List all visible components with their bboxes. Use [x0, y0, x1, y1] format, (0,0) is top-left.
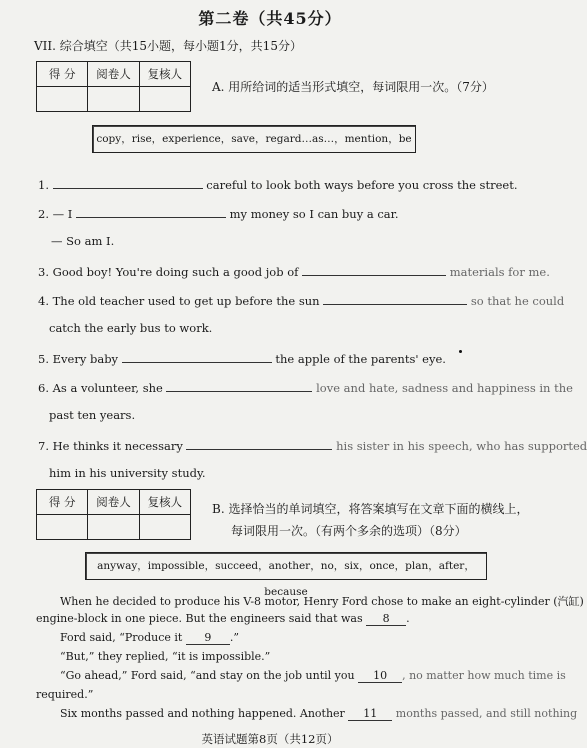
passage-line-4: “But,” they replied, “it is impossible.”: [60, 650, 271, 663]
page-footer: 英语试题第8页（共12页）: [201, 732, 339, 746]
passage-text: engine-block in one piece. But the engineers said that was: [36, 612, 363, 625]
passage-line-2: [36, 612, 410, 626]
passage-text: Ford said, “Produce it: [60, 631, 183, 644]
question-text: 6. As a volunteer, she: [38, 381, 163, 395]
question-text: the apple of the parents' eye.: [275, 352, 446, 366]
score-col-score: 得 分: [37, 62, 88, 87]
answer-blank-3[interactable]: [302, 263, 446, 276]
score-col-score: 得 分: [37, 490, 88, 515]
question-1: [38, 176, 517, 192]
question-text: materials for me.: [449, 265, 550, 279]
grader-cell[interactable]: [88, 515, 139, 540]
score-col-reviewer: 复核人: [139, 490, 190, 515]
answer-blank-6[interactable]: [166, 379, 312, 392]
part-a-word-bank: copy，rise，experience，save，regard…as…，mention，be: [92, 125, 416, 153]
score-cell[interactable]: [37, 87, 88, 112]
question-7-cont: him in his university study.: [49, 466, 206, 480]
ink-dot: [459, 350, 462, 353]
answer-blank-5[interactable]: [122, 350, 272, 363]
question-text: so that he could: [470, 294, 565, 308]
passage-line-5: [60, 669, 566, 683]
answer-blank-7[interactable]: [186, 437, 332, 450]
question-text: my money so I can buy a car.: [229, 207, 399, 221]
answer-blank-9[interactable]: 9: [186, 631, 230, 645]
passage-line-1: When he decided to produce his V-8 motor, Henry Ford chose to make an eight-cylinder (汽缸): [60, 595, 584, 608]
question-5: [38, 350, 446, 366]
section-title: VII. 综合填空（共15小题，每小题1分，共15分）: [34, 39, 302, 53]
answer-blank-8[interactable]: 8: [366, 612, 406, 626]
part-b-word-bank: anyway，impossible，succeed，another，no，six，once，plan，after，because: [85, 552, 487, 580]
score-cell[interactable]: [37, 515, 88, 540]
passage-line-6: required.”: [36, 688, 94, 701]
question-3: [38, 263, 550, 279]
passage-line-7: [60, 707, 577, 721]
question-2-reply: — So am I.: [51, 234, 115, 248]
passage-text: “Go ahead,” Ford said, “and stay on the job until you: [60, 669, 355, 682]
passage-line-3: [60, 631, 239, 645]
passage-text: Six months passed and nothing happened. Another: [60, 707, 345, 720]
grader-cell[interactable]: [88, 87, 139, 112]
question-text: his sister in his speech, who has supported: [336, 439, 587, 453]
question-number: 1.: [38, 178, 49, 192]
answer-blank-11[interactable]: 11: [348, 707, 392, 721]
question-text: 5. Every baby: [38, 352, 119, 366]
passage-text: .: [406, 612, 410, 625]
question-4: [38, 292, 564, 308]
score-table-b: [36, 489, 191, 540]
score-col-grader: 阅卷人: [88, 62, 139, 87]
answer-blank-10[interactable]: 10: [358, 669, 402, 683]
reviewer-cell[interactable]: [139, 515, 190, 540]
score-col-grader: 阅卷人: [88, 490, 139, 515]
question-7: [38, 437, 587, 453]
score-col-reviewer: 复核人: [139, 62, 190, 87]
answer-blank-1[interactable]: [53, 176, 203, 189]
question-2: [38, 205, 399, 221]
question-text: 4. The old teacher used to get up before the sun: [38, 294, 320, 308]
question-text: 7. He thinks it necessary: [38, 439, 183, 453]
passage-text: .”: [229, 631, 239, 644]
page-title: 第二卷（共45分）: [198, 9, 342, 28]
part-a-instruction: A. 用所给词的适当形式填空，每词限用一次。（7分）: [212, 80, 494, 94]
reviewer-cell[interactable]: [139, 87, 190, 112]
question-4-cont: catch the early bus to work.: [49, 321, 213, 335]
answer-blank-4[interactable]: [323, 292, 467, 305]
answer-blank-2[interactable]: [76, 205, 226, 218]
score-table-a: [36, 61, 191, 112]
question-text: careful to look both ways before you cross the street.: [206, 178, 518, 192]
question-6-cont: past ten years.: [49, 408, 136, 422]
passage-text: , no matter how much time is: [402, 669, 566, 682]
question-text: love and hate, sadness and happiness in the: [316, 381, 573, 395]
passage-text: months passed, and still nothing: [395, 707, 578, 720]
question-text: 2. — I: [38, 207, 73, 221]
question-text: 3. Good boy! You're doing such a good job of: [38, 265, 299, 279]
part-b-instruction-2: 每词限用一次。（有两个多余的选项）（8分）: [231, 524, 467, 538]
question-6: [38, 379, 573, 395]
part-b-instruction-1: B. 选择恰当的单词填空，将答案填写在文章下面的横线上，: [212, 502, 529, 516]
